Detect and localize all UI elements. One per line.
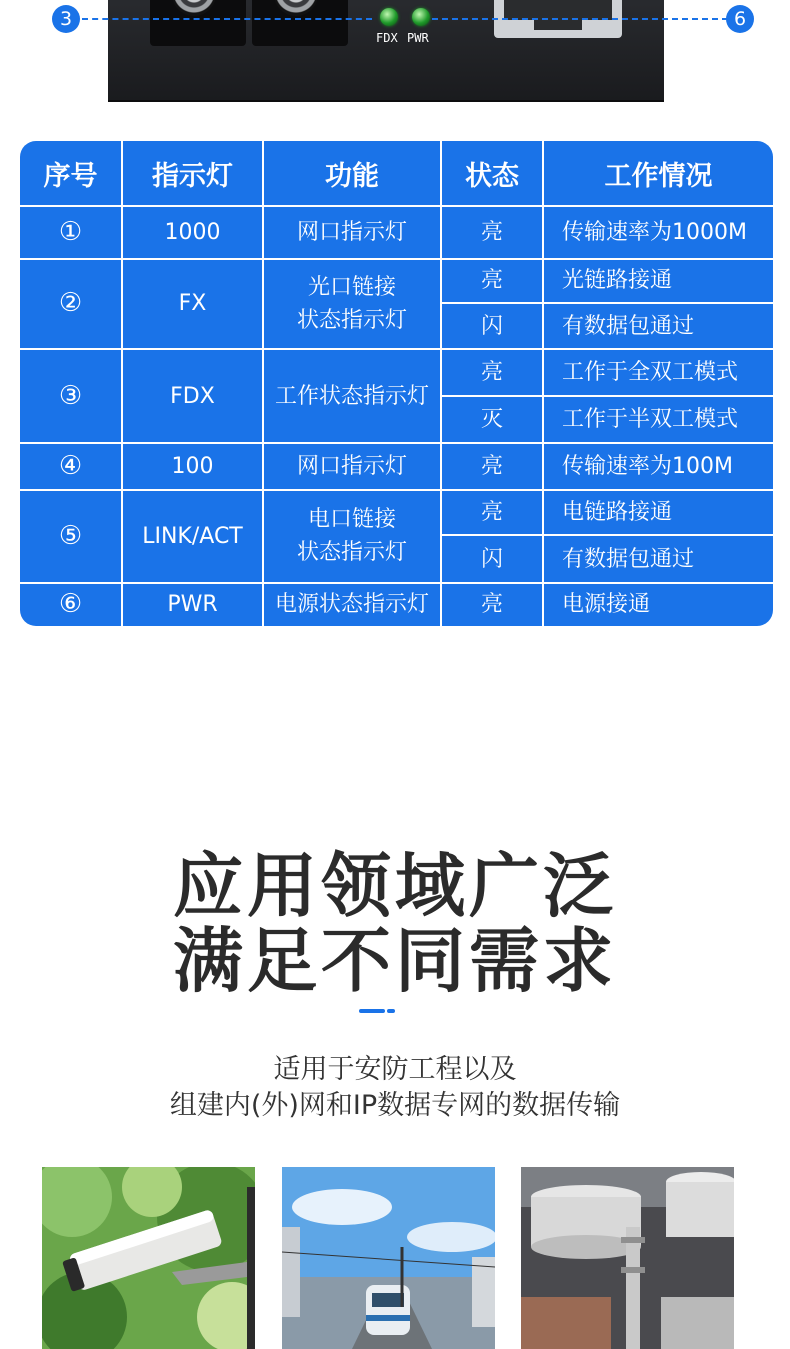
row-no: ① bbox=[20, 206, 122, 258]
row-desc: 有数据包通过 bbox=[543, 303, 773, 349]
security-camera-photo bbox=[42, 1167, 255, 1349]
subtitle-line-2: 组建内(外)网和IP数据专网的数据传输 bbox=[169, 1090, 621, 1121]
row-state: 亮 bbox=[441, 206, 543, 258]
row-state: 灭 bbox=[441, 396, 543, 443]
row-no: ⑥ bbox=[20, 583, 122, 626]
row-desc: 光链路接通 bbox=[543, 259, 773, 303]
row-state: 闪 bbox=[441, 303, 543, 349]
metro-train-photo bbox=[282, 1167, 495, 1349]
row-desc: 工作于全双工模式 bbox=[543, 349, 773, 395]
table-row bbox=[20, 259, 773, 303]
row-function-line1: 电口链接 bbox=[307, 507, 396, 533]
row-function-line2: 状态指示灯 bbox=[296, 540, 407, 566]
heading-line-1: 应用领域广泛 bbox=[173, 845, 617, 927]
row-desc: 传输速率为100M bbox=[543, 443, 773, 490]
table-header-row bbox=[20, 141, 773, 206]
row-state: 亮 bbox=[441, 259, 543, 303]
row-function: 网口指示灯 bbox=[263, 443, 441, 490]
row-indicator: 100 bbox=[122, 443, 263, 490]
fiber-port-left bbox=[150, 0, 246, 46]
fdx-led bbox=[380, 8, 398, 26]
header-function: 功能 bbox=[263, 141, 441, 206]
header-state: 状态 bbox=[441, 141, 543, 206]
row-desc: 传输速率为1000M bbox=[543, 206, 773, 258]
row-indicator: FDX bbox=[122, 349, 263, 443]
row-state: 闪 bbox=[441, 535, 543, 582]
row-no: ② bbox=[20, 259, 122, 350]
fdx-led-label: FDX bbox=[376, 31, 398, 45]
row-state: 亮 bbox=[441, 583, 543, 626]
pwr-led bbox=[412, 8, 430, 26]
table-row bbox=[20, 349, 773, 395]
table-row bbox=[20, 490, 773, 535]
header-no: 序号 bbox=[20, 141, 122, 206]
callout-6: 6 bbox=[726, 5, 754, 33]
row-function bbox=[263, 490, 441, 583]
row-state: 亮 bbox=[441, 490, 543, 535]
device-front-panel bbox=[0, 0, 790, 105]
row-function bbox=[263, 259, 441, 350]
subtitle-line-1: 适用于安防工程以及 bbox=[273, 1054, 517, 1085]
divider-bar bbox=[359, 1009, 385, 1013]
row-desc: 电链路接通 bbox=[543, 490, 773, 535]
callout-line-3 bbox=[82, 18, 372, 20]
header-indicator: 指示灯 bbox=[122, 141, 263, 206]
row-indicator: LINK/ACT bbox=[122, 490, 263, 583]
table-row bbox=[20, 443, 773, 490]
row-indicator: PWR bbox=[122, 583, 263, 626]
row-desc: 工作于半双工模式 bbox=[543, 396, 773, 443]
heading-line-2: 满足不同需求 bbox=[173, 920, 617, 1002]
callout-line-6 bbox=[432, 18, 728, 20]
fiber-port-right bbox=[252, 0, 348, 46]
row-indicator: 1000 bbox=[122, 206, 263, 258]
row-no: ④ bbox=[20, 443, 122, 490]
table-row bbox=[20, 206, 773, 258]
industrial-plant-photo bbox=[521, 1167, 734, 1349]
row-indicator: FX bbox=[122, 259, 263, 350]
header-work: 工作情况 bbox=[543, 141, 773, 206]
row-no: ⑤ bbox=[20, 490, 122, 583]
pwr-led-label: PWR bbox=[407, 31, 429, 45]
callout-3: 3 bbox=[52, 5, 80, 33]
row-function: 电源状态指示灯 bbox=[263, 583, 441, 626]
row-function-line1: 光口链接 bbox=[307, 274, 396, 300]
indicator-table bbox=[20, 141, 773, 626]
row-state: 亮 bbox=[441, 349, 543, 395]
divider-dot bbox=[387, 1009, 395, 1013]
row-function-line2: 状态指示灯 bbox=[296, 307, 407, 333]
row-desc: 有数据包通过 bbox=[543, 535, 773, 582]
row-function: 网口指示灯 bbox=[263, 206, 441, 258]
table-row bbox=[20, 583, 773, 626]
row-function: 工作状态指示灯 bbox=[263, 349, 441, 443]
row-state: 亮 bbox=[441, 443, 543, 490]
row-no: ③ bbox=[20, 349, 122, 443]
row-desc: 电源接通 bbox=[543, 583, 773, 626]
